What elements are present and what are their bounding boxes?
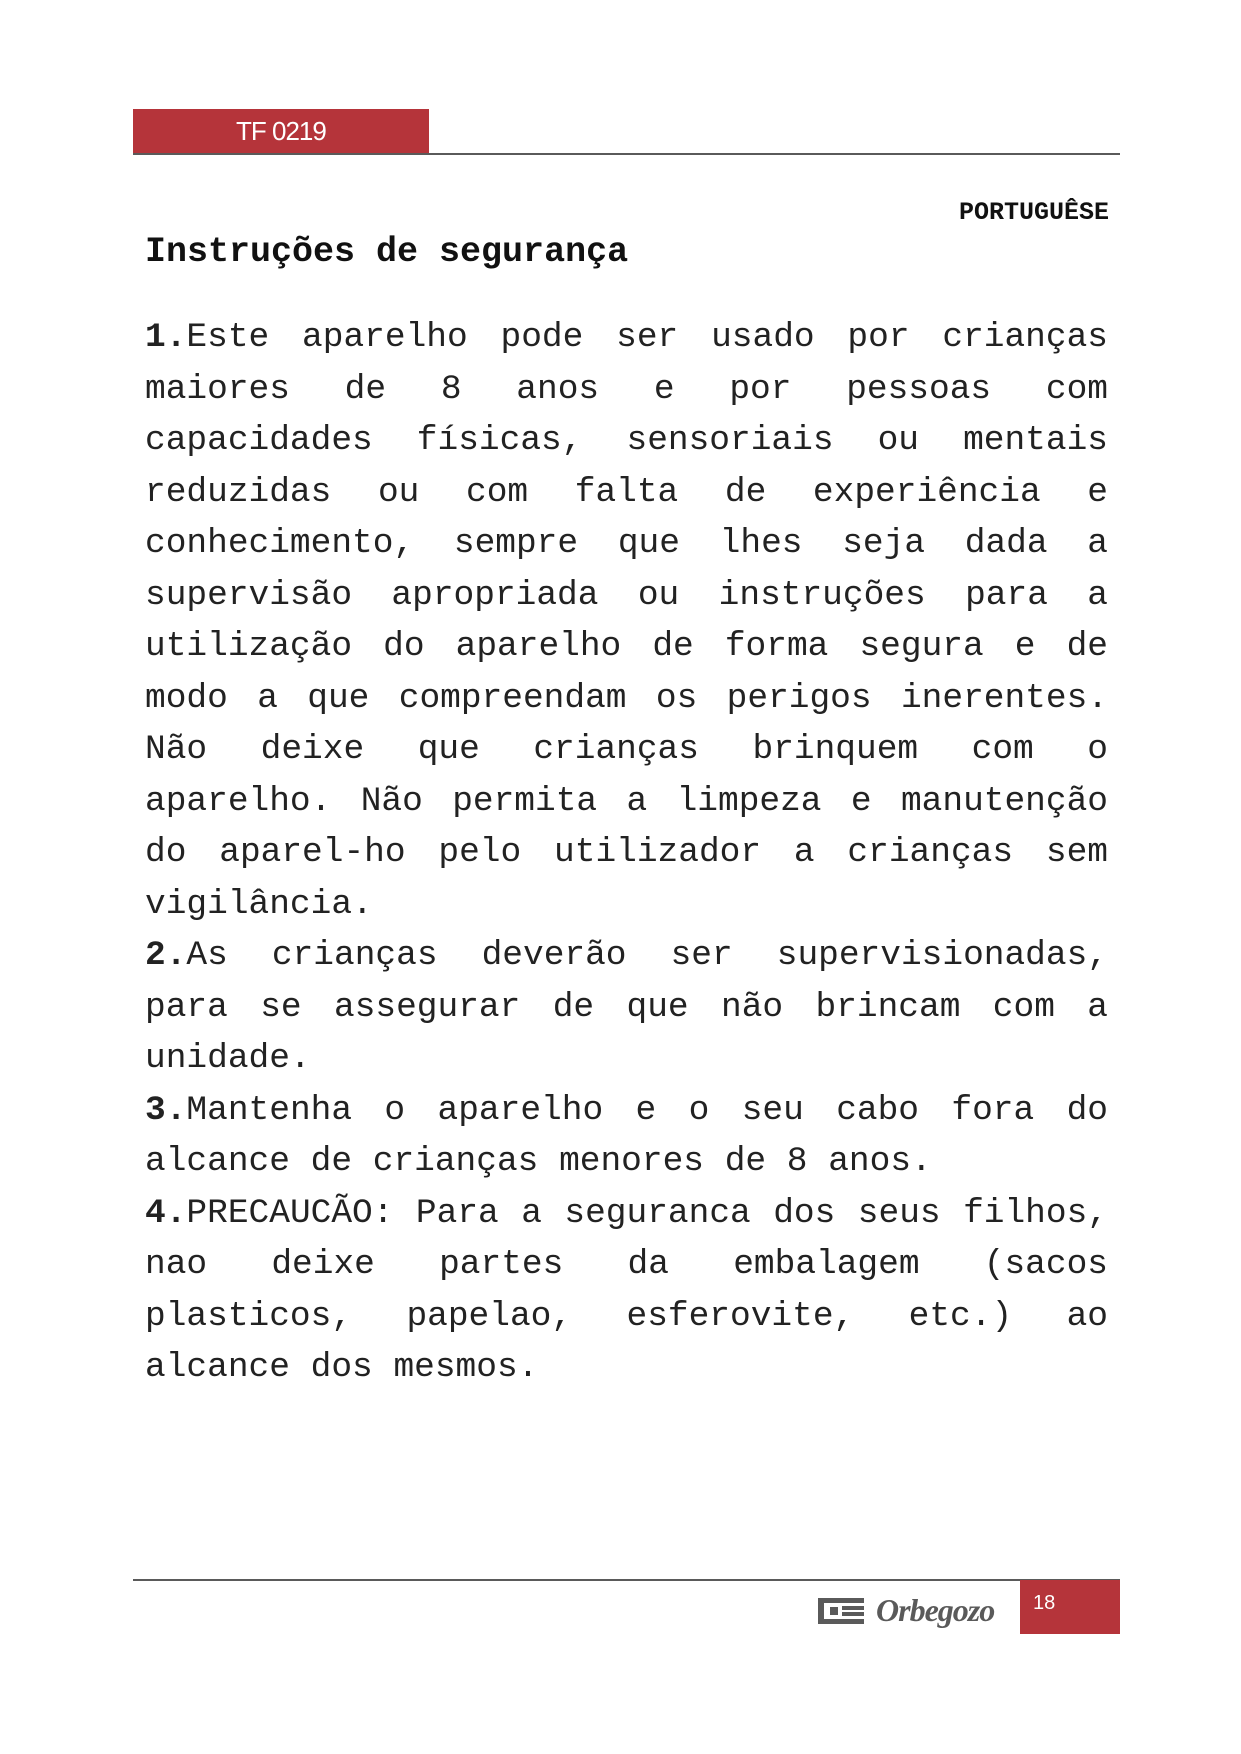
instruction-text: Este aparelho pode ser usado por crianças maiores de 8 anos e por pessoas com capacidades físicas, sensoriais ou mentais reduzidas ou com falta de experiência e conhecimento, sempre que lhes seja dada a supervisão apropriada ou instruções para a utilização do aparelho de forma segura e de modo a que compreendam os perigos inerentes. Não deixe que crianças brinquem com o aparelho. Não permita a limpeza e manutenção do aparel-ho pelo utilizador a crianças sem vigilância. [145,318,1108,924]
footer-divider [133,1579,1120,1581]
instruction-item-3 [145,1085,1108,1188]
safety-instructions-list [145,312,1108,1394]
instruction-number: 4. [145,1193,187,1233]
header-divider [133,153,1120,155]
instruction-item-2 [145,930,1108,1085]
page-number: 18 [1033,1592,1056,1614]
instruction-text: Mantenha o aparelho e o seu cabo fora do alcance de crianças menores de 8 anos. [145,1090,1108,1181]
language-label: PORTUGUÊSE [958,198,1109,227]
instruction-item-4 [145,1188,1108,1394]
instruction-number: 2. [145,936,187,975]
section-title: Instruções de segurança [145,232,629,272]
instruction-text: As crianças deverão ser supervisionadas, para se assegurar de que não brincam com a unidade. [145,936,1108,1078]
page-number-box [1020,1580,1120,1634]
instruction-text: PRECAUCÃO: Para a seguranca dos seus filhos, nao deixe partes da embalagem (sacos plasticos, papelao, esferovite, etc.) ao alcance dos mesmos. [145,1193,1108,1387]
instruction-item-1 [145,312,1108,930]
model-header-tab [133,109,429,154]
brand-wordmark: Orbegozo [876,1592,995,1628]
instruction-number: 3. [145,1090,187,1130]
brand-logo [818,1592,994,1629]
brand-emblem-icon [818,1598,864,1624]
model-code: TF 0219 [236,116,326,146]
instruction-number: 1. [145,318,187,357]
